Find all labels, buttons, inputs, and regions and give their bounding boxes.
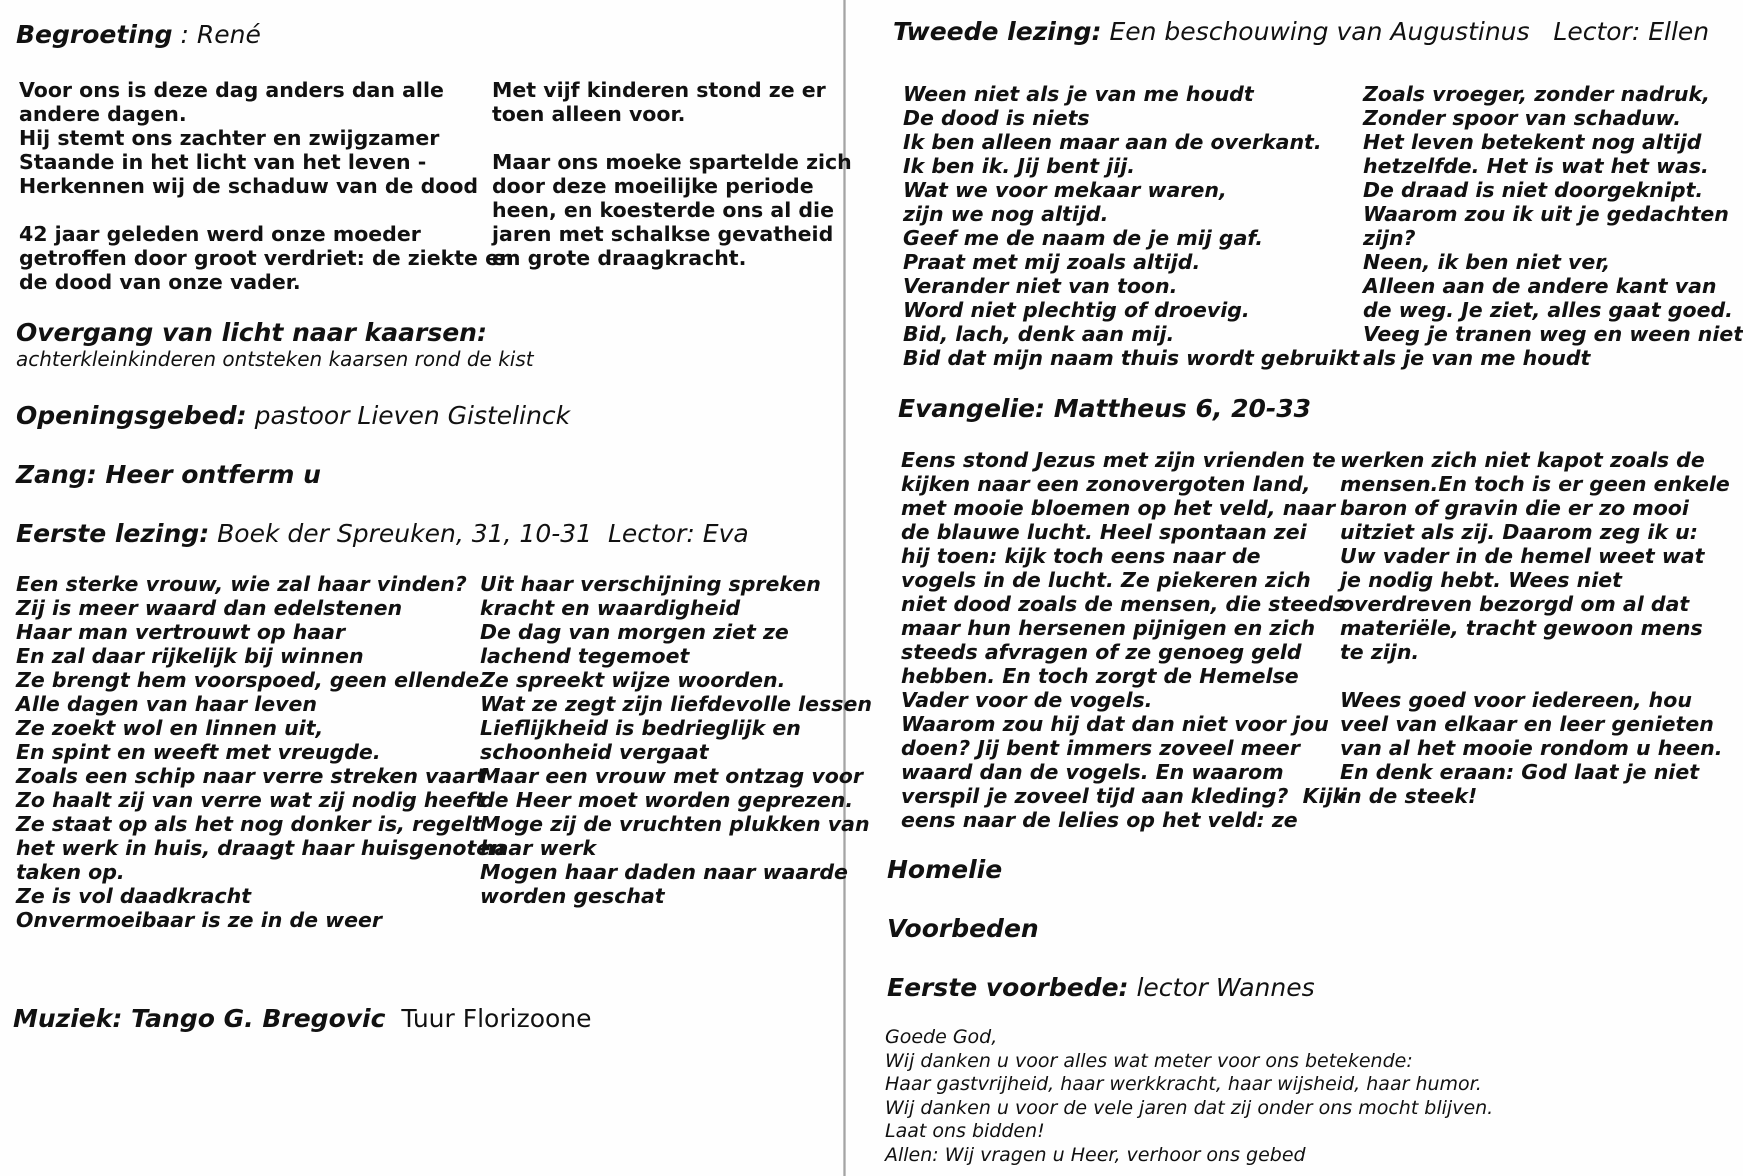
muziek-title: Muziek: Tango G. Bregovic <box>13 1004 386 1033</box>
eerste-lezing-column-1: Een sterke vrouw, wie zal haar vinden? Zij is meer waard dan edelstenen Haar man vertrouwt op haar En zal daar rijkelijk bij winnen Ze brengt hem voorspoed, geen ellende Alle dagen van haar leven Ze zoekt wol en linnen uit, En spint en weeft met vreugde. Zoals een schip naar verre streken vaart Zo haalt zij van verre wat zij nodig heeft Ze staat op als het nog donker is, regelt het werk in huis, draagt haar huisgenoten taken op. Ze is vol daadkracht Onvermoeibaar is ze in de weer <box>16 572 505 932</box>
begroeting-heading <box>16 20 261 50</box>
overgang-heading <box>16 318 487 348</box>
homelie-heading <box>887 855 1002 885</box>
tweede-lezing-lector: Lector: Ellen <box>1553 17 1710 46</box>
tweede-lezing-source: Een beschouwing van Augustinus <box>1109 17 1530 46</box>
evangelie-column-1: Eens stond Jezus met zijn vrienden te kijken naar een zonovergoten land, met mooie bloemen op het veld, naar de blauwe lucht. Heel spontaan zei hij toen: kijk toch eens naar de vogels in de lucht. Ze piekeren zich niet dood zoals de mensen, die steeds maar hun hersenen pijnigen en zich steeds afvragen of ze genoeg geld hebben. En toch zorgt de Hemelse Vader voor de vogels. Waarom zou hij dat dan niet voor jou doen? Jij bent immers zoveel meer waard dan de vogels. En waarom verspil je zoveel tijd aan kleding? Kijk eens naar de lelies op het veld: ze <box>901 448 1347 832</box>
zang-title: Zang: Heer ontferm u <box>16 460 321 489</box>
begroeting-name: : René <box>180 20 261 49</box>
eerste-voorbede-title: Eerste voorbede: <box>887 973 1129 1002</box>
openingsgebed-title: Openingsgebed: <box>16 401 247 430</box>
openingsgebed-name: pastoor Lieven Gistelinck <box>254 401 571 430</box>
tweede-lezing-column-2: Zoals vroeger, zonder nadruk, Zonder spoor van schaduw. Het leven betekent nog altijd hetzelfde. Het is wat het was. De draad is niet doorgeknipt. Waarom zou ik uit je gedachten zijn? Neen, ik ben niet ver, Alleen aan de andere kant van de weg. Je ziet, alles gaat goed. Veeg je tranen weg en ween niet als je van me houdt <box>1363 82 1743 370</box>
muziek-heading <box>13 1004 592 1034</box>
overgang-subtext: achterkleinkinderen ontsteken kaarsen rond de kist <box>16 347 534 371</box>
eerste-lezing-column-2: Uit haar verschijning spreken kracht en waardigheid De dag van morgen ziet ze lachend tegemoet Ze spreekt wijze woorden. Wat ze zegt zijn liefdevolle lessen Lieflijkheid is bedrieglijk en schoonheid vergaat Maar een vrouw met ontzag voor de Heer moet worden geprezen. Moge zij de vruchten plukken van haar werk Mogen haar daden naar waarde worden geschat <box>480 572 872 908</box>
eerste-voorbede-heading <box>887 973 1315 1003</box>
muziek-artist: Tuur Florizoone <box>401 1004 592 1033</box>
eerste-lezing-heading <box>16 519 749 549</box>
openingsgebed-heading <box>16 401 570 431</box>
right-page <box>870 0 1743 1176</box>
tweede-lezing-heading <box>893 17 1709 47</box>
evangelie-heading <box>898 394 1311 424</box>
evangelie-column-2: werken zich niet kapot zoals de mensen.En toch is er geen enkele baron of gravin die er zo mooi uitziet als zij. Daarom zeg ik u: Uw vader in de hemel weet wat je nodig hebt. Wees niet overdreven bezorgd om al dat materiële, tracht gewoon mens te zijn. Wees goed voor iedereen, hou veel van elkaar en leer genieten van al het mooie rondom u heen. En denk eraan: God laat je niet in de steek! <box>1340 448 1730 808</box>
eerste-lezing-lector: Lector: Eva <box>607 519 749 548</box>
voorbeden-title: Voorbeden <box>887 914 1039 943</box>
eerste-voorbede-text: Goede God, Wij danken u voor alles wat meter voor ons betekende: Haar gastvrijheid, haar werkkracht, haar wijsheid, haar humor. Wij danken u voor de vele jaren dat zij onder ons mocht blijven. Laat ons bidden! Allen: Wij vragen u Heer, verhoor ons gebed <box>885 1026 1494 1166</box>
begroeting-title: Begroeting <box>16 20 173 49</box>
eerste-lezing-source: Boek der Spreuken, 31, 10-31 <box>217 519 593 548</box>
begroeting-column-2: Met vijf kinderen stond ze er toen alleen voor. Maar ons moeke spartelde zich door deze moeilijke periode heen, en koesterde ons al die jaren met schalkse gevatheid en grote draagkracht. <box>492 78 852 270</box>
tweede-lezing-title: Tweede lezing: <box>893 17 1102 46</box>
tweede-lezing-column-1: Ween niet als je van me houdt De dood is niets Ik ben alleen maar aan de overkant. Ik ben ik. Jij bent jij. Wat we voor mekaar waren, zijn we nog altijd. Geef me de naam de je mij gaf. Praat met mij zoals altijd. Verander niet van toon. Word niet plechtig of droevig. Bid, lach, denk aan mij. Bid dat mijn naam thuis wordt gebruikt <box>903 82 1360 370</box>
voorbeden-heading <box>887 914 1039 944</box>
evangelie-title: Evangelie: Mattheus 6, 20-33 <box>898 394 1312 423</box>
begroeting-column-1: Voor ons is deze dag anders dan alle andere dagen. Hij stemt ons zachter en zwijgzamer Staande in het licht van het leven - Herkennen wij de schaduw van de dood 42 jaar geleden werd onze moeder getroffen door groot verdriet: de ziekte en de dood van onze vader. <box>19 78 514 294</box>
homelie-title: Homelie <box>887 855 1003 884</box>
overgang-title: Overgang van licht naar kaarsen: <box>16 318 487 347</box>
eerste-voorbede-name: lector Wannes <box>1136 973 1315 1002</box>
eerste-lezing-title: Eerste lezing: <box>16 519 210 548</box>
zang-heading <box>16 460 321 490</box>
